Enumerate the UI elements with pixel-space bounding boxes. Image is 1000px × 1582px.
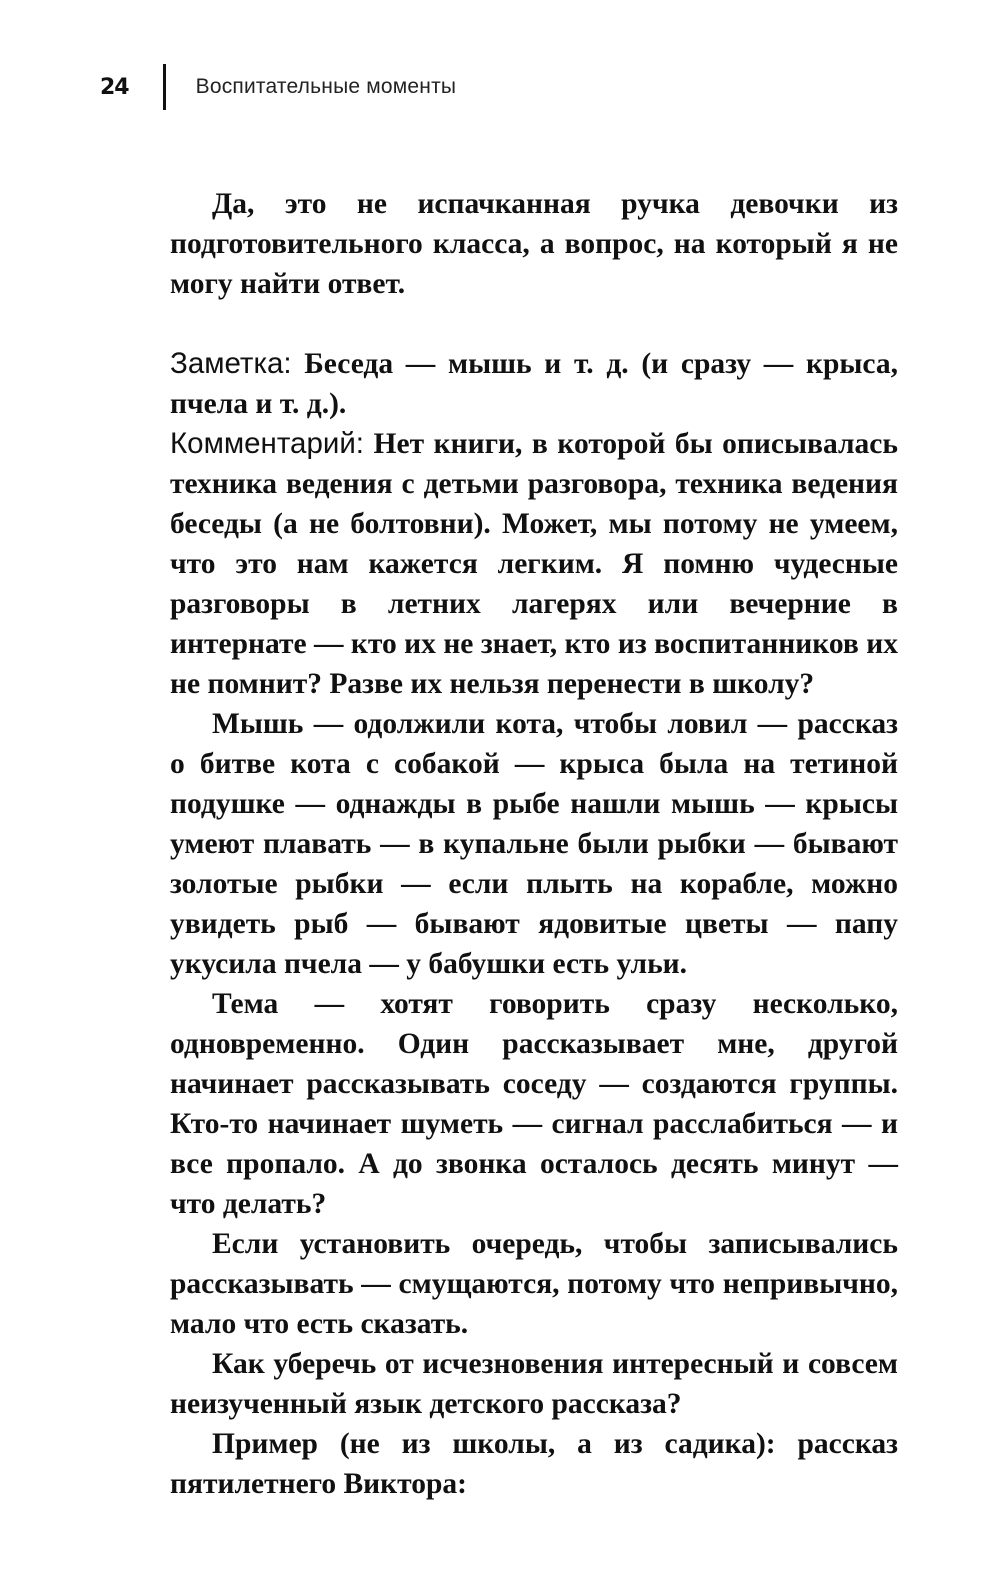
page-header [100,62,456,112]
paragraph-8: Пример (не из школы, а из садика): рассказ пятилетнего Виктора: [170,1428,898,1500]
comment-label: Комментарий: [170,427,364,460]
note-label: Заметка: [170,347,292,380]
page-body [170,184,898,1504]
paragraph-5: Тема — хотят говорить сразу несколько, одновременно. Один рассказывает мне, другой начинает рассказывать соседу — создаются группы. Кто-то начинает шуметь — сигнал расслабиться — и все пропало. А до звонка осталось десять минут — что делать? [170,988,898,1220]
comment-paragraph [170,424,898,704]
paragraph-4: Мышь — одолжили кота, чтобы ловил — рассказ о битве кота с собакой — крыса была на тетиной подушке — однажды в рыбе нашли мышь — крысы умеют плавать — в купальне были рыбки — бывают золотые рыбки — если плыть на корабле, можно увидеть рыб — бывают ядовитые цветы — папу укусила пчела — у бабушки есть ульи. [170,708,898,980]
paragraph-1: Да, это не испачканная ручка девочки из подготовительного класса, а вопрос, на который я не могу найти ответ. [170,188,898,300]
header-divider [163,64,166,110]
paragraph-6: Если установить очередь, чтобы записывались рассказывать — смущаются, потому что непривычно, мало что есть сказать. [170,1228,898,1340]
running-title: Воспитательные моменты [195,75,457,98]
note-text: Беседа — мышь и т. д. (и сразу — крыса, пчела и т. д.). [170,348,898,420]
note-paragraph [170,344,898,424]
comment-text: Нет книги, в которой бы описывалась техника ведения с детьми разговора, техника ведения беседы (а не болтовни). Может, мы потому не умеем, что это нам кажется легким. Я помню чудесные разговоры в летних лагерях или вечерние в интернате — кто их не знает, кто из воспитанников их не помнит? Разве их нельзя перенести в школу? [170,428,898,700]
paragraph-7: Как уберечь от исчезновения интересный и совсем неизученный язык детского рассказа? [170,1348,898,1420]
page-number: 24 [100,74,129,100]
